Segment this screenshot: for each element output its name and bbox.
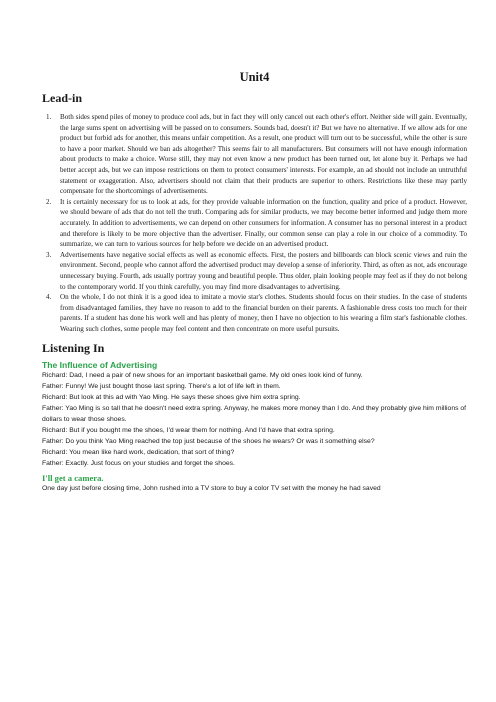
- story-line: One day just before closing time, John rushed into a TV store to buy a color TV set with the money he had saved: [42, 484, 381, 492]
- list-item: [42, 250, 467, 292]
- dialogue-line: Richard: Dad, I need a pair of new shoes for an important basketball game. My old ones look kind of funny.: [42, 372, 363, 380]
- item-text: It is certainly necessary for us to look at ads, for they provide valuable information on the function, quality and price of a product. However, we should beware of ads that do not tell the truth. Comparing ads for similar products, we may become better informed and judge them more accurately. In addition to advertisements, we can depend on other consumers for information. A consumer has no personal interest in a product and therefore is likely to be more objective than the advertiser. Finally, our common sense can play a role in our choice of a commodity. To summarize, we can turn to various sources for help before we decide on an advertised product.: [60, 197, 467, 249]
- leadin-heading: Lead-in: [42, 91, 83, 105]
- dialogue-line: Father: Exactly. Just focus on your studies and forget the shoes.: [42, 459, 235, 467]
- item-number: 4.: [46, 293, 52, 302]
- list-item: [42, 292, 467, 334]
- item-text: Advertisements have negative social effects as well as economic effects. First, the posters and billboards can block scenic views and ruin the environment. Second, people who cannot afford the advertised product may develop a sense of inferiority. Third, as often as not, ads encourage unnecessary buying. Fourth, ads usually portray young and beautiful people. Thus older, plain looking people may feel as if they do not belong to the contemporary world. If you think carefully, you may find more disadvantages to advertising.: [60, 250, 467, 291]
- dialogue-line: Richard: You mean like hard work, dedication, that sort of thing?: [42, 448, 235, 456]
- item-text: On the whole, I do not think it is a good idea to imitate a movie star's clothes. Students should focus on their studies. In the case of students from disadvantaged families, they have no reason to add to the financial burden on their parents. A fashionable dress costs too much for their parents. If a student has done his work well and has plenty of money, then I have no objection to his wearing a film star's fashionable clothes. Wearing such clothes, some people may feel content and then concentrate on more useful pursuits.: [60, 293, 467, 333]
- dialogue-block: [42, 371, 467, 469]
- listening-heading: Listening In: [42, 341, 105, 356]
- dialogue-line: Richard: But if you bought me the shoes, I'd wear them for nothing. And I'd have that extra spring.: [42, 427, 335, 434]
- dialogue-line: Father: Yao Ming is so tall that he doesn't need extra spring. Anyway, he makes more money than I do. And they probably give him millions of dollars to wear those shoes.: [42, 405, 467, 424]
- leadin-list: [42, 112, 467, 334]
- dialogue-line: Richard: But look at this ad with Yao Ming. He says these shoes give him extra spring.: [42, 394, 301, 402]
- item-number: 1.: [46, 113, 52, 121]
- item-number: 2.: [46, 197, 52, 206]
- list-item: [42, 197, 467, 250]
- dialogue-line: Father: Do you think Yao Ming reached the top just because of the shoes he wears? Or was it something else?: [42, 437, 375, 445]
- dialogue-line: Father: Funny! We just bought those last spring. There's a lot of life left in them.: [42, 383, 281, 391]
- section-subheading: The Influence of Advertising: [42, 360, 158, 371]
- section-subheading: I'll get a camera.: [42, 472, 104, 483]
- item-number: 3.: [46, 250, 52, 259]
- story-block: [42, 484, 467, 495]
- item-text: Both sides spend piles of money to produce cool ads, but in fact they will only cancel out each other's effort. Neither side will gain. Eventually, the large sums spent on advertising will be passed on to consumers. Sounds bad, doesn't it? But we have no alternative. If we allow ads for one product but forbid ads for another, this means unfair competition. As a result, one product will turn out to be successful, while the other is sure to have a poor market. Should we ban ads altogether? This seems fair to all manufacturers. But consumers will not have enough information about products to make a choice. Worse still, they may not even know a new product has been turned out, let alone buy it. Perhaps we had better accept ads, but we can impose restrictions on them to protect consumers' interests. For example, an ad should not include an untruthful statement or exaggeration. Also, advertisers should not claim that their products are superior to others. Restrictions like these may partly compensate for the shortcomings of advertisements.: [60, 113, 467, 196]
- list-item: [42, 112, 467, 197]
- page-title: Unit4: [239, 70, 270, 84]
